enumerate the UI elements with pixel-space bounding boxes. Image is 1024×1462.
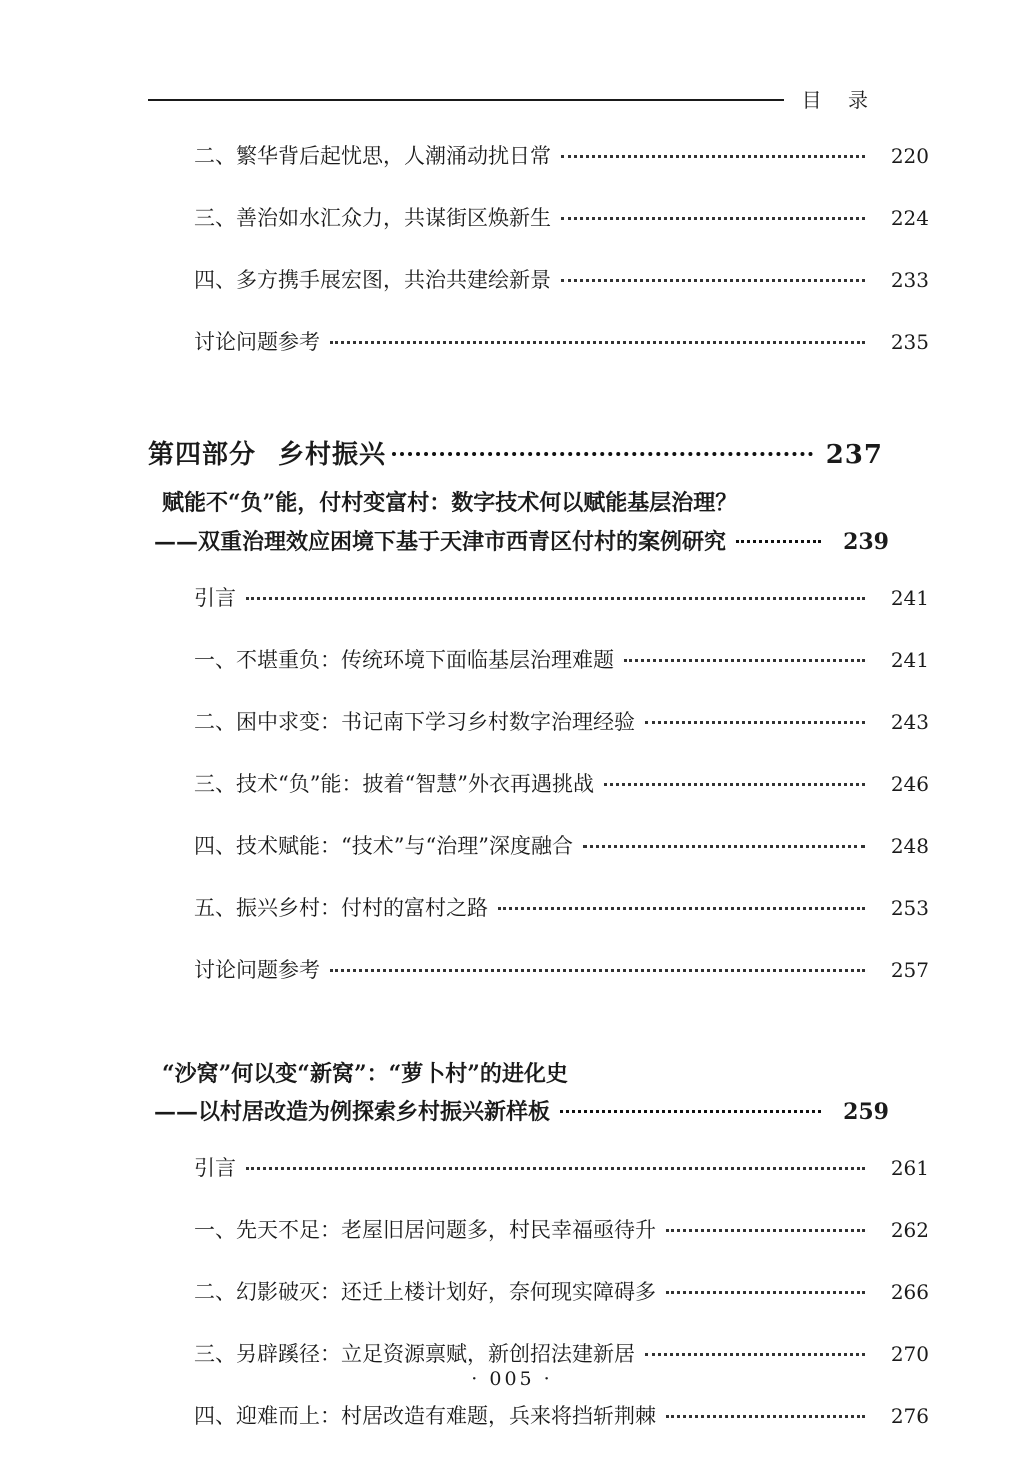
toc-entry-discussion[interactable] bbox=[148, 954, 929, 984]
toc-part-page: 237 bbox=[825, 440, 883, 470]
toc-entry-page: 262 bbox=[890, 1218, 929, 1243]
header-rule bbox=[148, 99, 784, 101]
toc-entry-label: 三、技术“负”能：披着“智慧”外衣再遇挑战 bbox=[194, 771, 594, 796]
toc-entry-label: 一、不堪重负：传统环境下面临基层治理难题 bbox=[194, 647, 614, 672]
toc-article-page: 259 bbox=[843, 1099, 889, 1126]
leader-dots bbox=[330, 341, 865, 344]
toc-entry-page: 270 bbox=[890, 1342, 929, 1367]
toc-entry-preface[interactable] bbox=[148, 1152, 929, 1182]
toc-entry-discussion[interactable] bbox=[148, 326, 929, 356]
toc-entry[interactable] bbox=[148, 1400, 929, 1430]
toc-entry-page: 257 bbox=[890, 957, 929, 982]
toc-entry-label: 四、迎难而上：村居改造有难题，兵来将挡斩荆棘 bbox=[194, 1404, 656, 1429]
toc-article-subtitle-label: ——以村居改造为例探索乡村振兴新样板 bbox=[154, 1099, 551, 1126]
toc-article-subtitle-label: ——双重治理效应困境下基于天津市西青区付村的案例研究 bbox=[154, 528, 727, 555]
toc-entry-label: 三、另辟蹊径：立足资源禀赋，新创招法建新居 bbox=[194, 1342, 635, 1367]
page-footer: · 005 · bbox=[471, 1368, 553, 1390]
toc-article-title[interactable]: “沙窝”何以变“新窝”：“萝卜村”的进化史 bbox=[162, 1060, 568, 1087]
leader-dots bbox=[645, 721, 865, 724]
toc-article-title[interactable]: 赋能不“负”能，付村变富村：数字技术何以赋能基层治理？ bbox=[162, 490, 738, 516]
leader-dots bbox=[583, 845, 865, 848]
toc-entry-page: 220 bbox=[890, 144, 929, 168]
section-spacer bbox=[148, 388, 883, 434]
toc-entry-label: 引言 bbox=[194, 585, 236, 610]
table-of-contents bbox=[148, 140, 929, 1462]
toc-part-heading[interactable] bbox=[148, 434, 883, 471]
leader-dots bbox=[498, 907, 865, 910]
toc-entry-page: 246 bbox=[890, 771, 929, 796]
leader-dots bbox=[561, 155, 865, 158]
page-header bbox=[148, 84, 878, 113]
toc-entry[interactable] bbox=[148, 830, 929, 860]
toc-entry-label: 四、技术赋能：“技术”与“治理”深度融合 bbox=[194, 833, 573, 858]
toc-entry-label: 二、繁华背后起忧思，人潮涌动扰日常 bbox=[194, 144, 551, 168]
toc-entry-page: 276 bbox=[890, 1404, 929, 1429]
header-title: 目 录 bbox=[801, 88, 878, 112]
leader-dots bbox=[645, 1353, 865, 1356]
toc-entry-page: 235 bbox=[890, 330, 929, 354]
leader-dots bbox=[736, 540, 821, 543]
toc-part-label bbox=[148, 434, 386, 471]
toc-entry-label: 讨论问题参考 bbox=[194, 957, 320, 982]
toc-entry-label: 四、多方携手展宏图，共治共建绘新景 bbox=[194, 268, 551, 292]
toc-entry-label: 讨论问题参考 bbox=[194, 330, 320, 354]
toc-entry[interactable] bbox=[148, 1338, 929, 1368]
toc-entry-label: 二、困中求变：书记南下学习乡村数字治理经验 bbox=[194, 709, 635, 734]
leader-dots bbox=[666, 1291, 865, 1294]
toc-entry[interactable] bbox=[148, 1214, 929, 1244]
toc-entry-label: 五、振兴乡村：付村的富村之路 bbox=[194, 895, 488, 920]
toc-entry-page: 243 bbox=[890, 709, 929, 734]
toc-article-subtitle[interactable] bbox=[148, 1095, 889, 1126]
toc-entry-page: 253 bbox=[890, 895, 929, 920]
toc-entry-preface[interactable] bbox=[148, 582, 929, 612]
toc-entry-label: 三、善治如水汇众力，共谋街区焕新生 bbox=[194, 206, 551, 230]
leader-dots bbox=[624, 659, 865, 662]
toc-entry-page: 241 bbox=[890, 585, 929, 610]
toc-part-name: 乡村振兴 bbox=[278, 440, 387, 470]
toc-article-page: 239 bbox=[843, 528, 889, 555]
leader-dots bbox=[560, 1110, 821, 1113]
leader-dots bbox=[246, 1167, 865, 1170]
toc-entry-page: 266 bbox=[890, 1280, 929, 1305]
toc-article-subtitle[interactable] bbox=[148, 525, 889, 556]
section-spacer bbox=[148, 1016, 883, 1042]
toc-part-number: 第四部分 bbox=[148, 440, 257, 470]
leader-dots bbox=[392, 452, 813, 456]
leader-dots bbox=[561, 279, 865, 282]
toc-entry[interactable] bbox=[148, 202, 929, 232]
toc-entry[interactable] bbox=[148, 706, 929, 736]
toc-entry-page: 261 bbox=[890, 1156, 929, 1181]
toc-entry-page: 248 bbox=[890, 833, 929, 858]
leader-dots bbox=[561, 217, 865, 220]
toc-entry[interactable] bbox=[148, 768, 929, 798]
leader-dots bbox=[330, 969, 865, 972]
toc-entry-page: 233 bbox=[890, 268, 929, 292]
toc-entry-label: 一、先天不足：老屋旧居问题多，村民幸福亟待升 bbox=[194, 1218, 656, 1243]
toc-entry-label: 引言 bbox=[194, 1156, 236, 1181]
leader-dots bbox=[604, 783, 865, 786]
toc-entry[interactable] bbox=[148, 1276, 929, 1306]
leader-dots bbox=[246, 597, 865, 600]
toc-entry[interactable] bbox=[148, 264, 929, 294]
leader-dots bbox=[666, 1415, 865, 1418]
toc-entry[interactable] bbox=[148, 892, 929, 922]
leader-dots bbox=[666, 1229, 865, 1232]
toc-entry-label: 二、幻影破灭：还迁上楼计划好，奈何现实障碍多 bbox=[194, 1280, 656, 1305]
toc-entry[interactable] bbox=[148, 644, 929, 674]
toc-entry[interactable] bbox=[148, 140, 929, 170]
toc-entry-page: 224 bbox=[890, 206, 929, 230]
toc-entry-page: 241 bbox=[890, 647, 929, 672]
